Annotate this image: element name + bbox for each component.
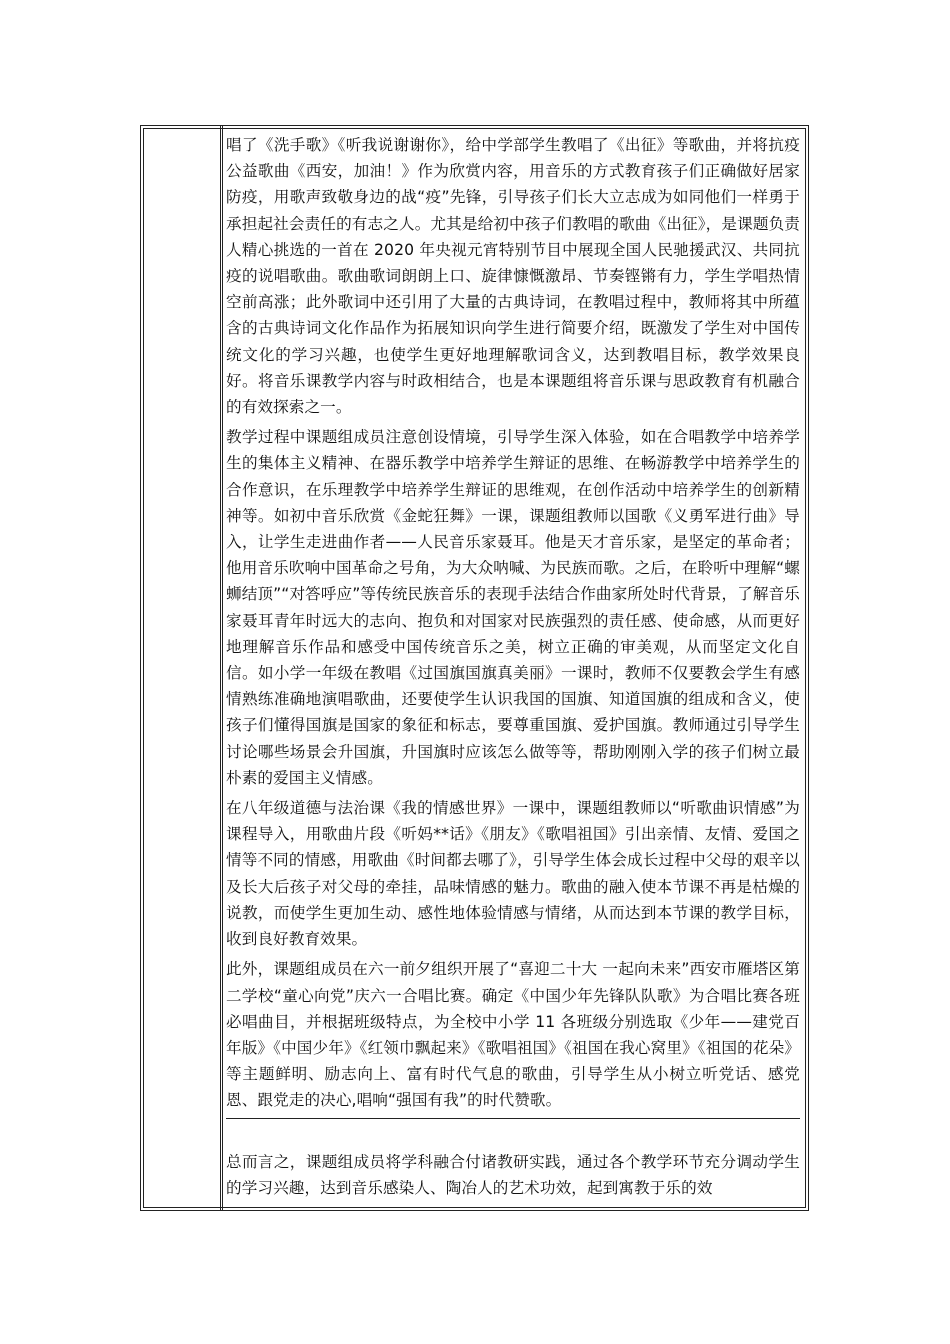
paragraph-2: 教学过程中课题组成员注意创设情境，引导学生深入体验，如在合唱教学中培养学生的集体主义精神、在器乐教学中培养学生辩证的思维、在畅游教学中培养学生的合作意识，在乐理教学中培养学生辩证的思维观，在创作活动中培养学生的创新精神等。如初中音乐欣赏《金蛇狂舞》一课，课题组教师以国歌《义勇军进行曲》导入，让学生走进曲作者——人民音乐家聂耳。他是天才音乐家，是坚定的革命者；他用音乐吹响中国革命之号角，为大众呐喊、为民族而歌。之后，在聆听中理解“螺蛳结顶”“对答呼应”等传统民族音乐的表现手法结合作曲家所处时代背景，了解音乐家聂耳青年时远大的志向、抱负和对国家对民族强烈的责任感、使命感，从而更好地理解音乐作品和感受中国传统音乐之美，树立正确的审美观，从而坚定文化自信。如小学一年级在教唱《过国旗国旗真美丽》一课时，教师不仅要教会学生有感情熟练准确地演唱歌曲，还要使学生认识我国的国旗、知道国旗的组成和含义，使孩子们懂得国旗是国家的象征和标志，要尊重国旗、爱护国旗。教师通过引导学生讨论哪些场景会升国旗，升国旗时应该怎么做等等，帮助刚刚入学的孩子们树立最朴素的爱国主义情感。 (226, 428, 800, 787)
table-content-cell (226, 132, 800, 1210)
paragraph-1: 唱了《洗手歌》《听我说谢谢你》，给中学部学生教唱了《出征》等歌曲，并将抗疫公益歌曲《西安，加油！》作为欣赏内容，用音乐的方式教育孩子们正确做好居家防疫，用歌声致敬身边的战“疫”先锋，引导孩子们长大立志成为如同他们一样勇于承担起社会责任的有志之人。尤其是给初中孩子们教唱的歌曲《出征》，是课题负责人精心挑选的一首在 2020 年央视元宵特别节目中展现全国人民驰援武汉、共同抗疫的说唱歌曲。歌曲歌词朗朗上口、旋律慷慨激昂、节奏铿锵有力，学生学唱热情空前高涨；此外歌词中还引用了大量的古典诗词，在教唱过程中，教师将其中所蕴含的古典诗词文化作品作为拓展知识向学生进行简要介绍，既激发了学生对中国传统文化的学习兴趣，也使学生更好地理解歌词含义，达到教唱目标，教学效果良好。将音乐课教学内容与时政相结合，也是本课题组将音乐课与思政教育有机融合的有效探索之一。 (226, 136, 800, 417)
paragraph-3: 在八年级道德与法治课《我的情感世界》一课中，课题组教师以“听歌曲识情感”为课程导入，用歌曲片段《听妈**话》《朋友》《歌唱祖国》引出亲情、友情、爱国之情等不同的情感，用歌曲《时间都去哪了》，引导学生体会成长过程中父母的艰辛以及长大后孩子对父母的牵挂，品味情感的魅力。歌曲的融入使本节课不再是枯燥的说教，而使学生更加生动、感性地体验情感与情绪，从而达到本节课的教学目标，收到良好教育效果。 (226, 799, 800, 949)
paragraph-4: 此外，课题组成员在六一前夕组织开展了“喜迎二十大 一起向未来”西安市雁塔区第二学校“童心向党”庆六一合唱比赛。确定《中国少年先锋队队歌》为合唱比赛各班必唱曲目，并根据班级特点，为全校中小学 11 各班级分别选取《少年——建党百年版》《中国少年》《红领巾飘起来》《歌唱祖国》《祖国在我心窝里》《祖国的花朵》等主题鲜明、励志向上、富有时代气息的歌曲，引导学生从小树立听党话、感党恩、跟党走的决心,唱响“强国有我”的时代赞歌。 (226, 960, 800, 1110)
empty-row-separator (226, 1118, 800, 1145)
table-label-cell (141, 126, 221, 1210)
column-divider (220, 126, 223, 1210)
paragraph-5: 总而言之，课题组成员将学科融合付诸教研实践，通过各个教学环节充分调动学生的学习兴趣，达到音乐感染人、陶冶人的艺术功效，起到寓教于乐的效 (226, 1152, 800, 1197)
content-table (140, 125, 809, 1211)
